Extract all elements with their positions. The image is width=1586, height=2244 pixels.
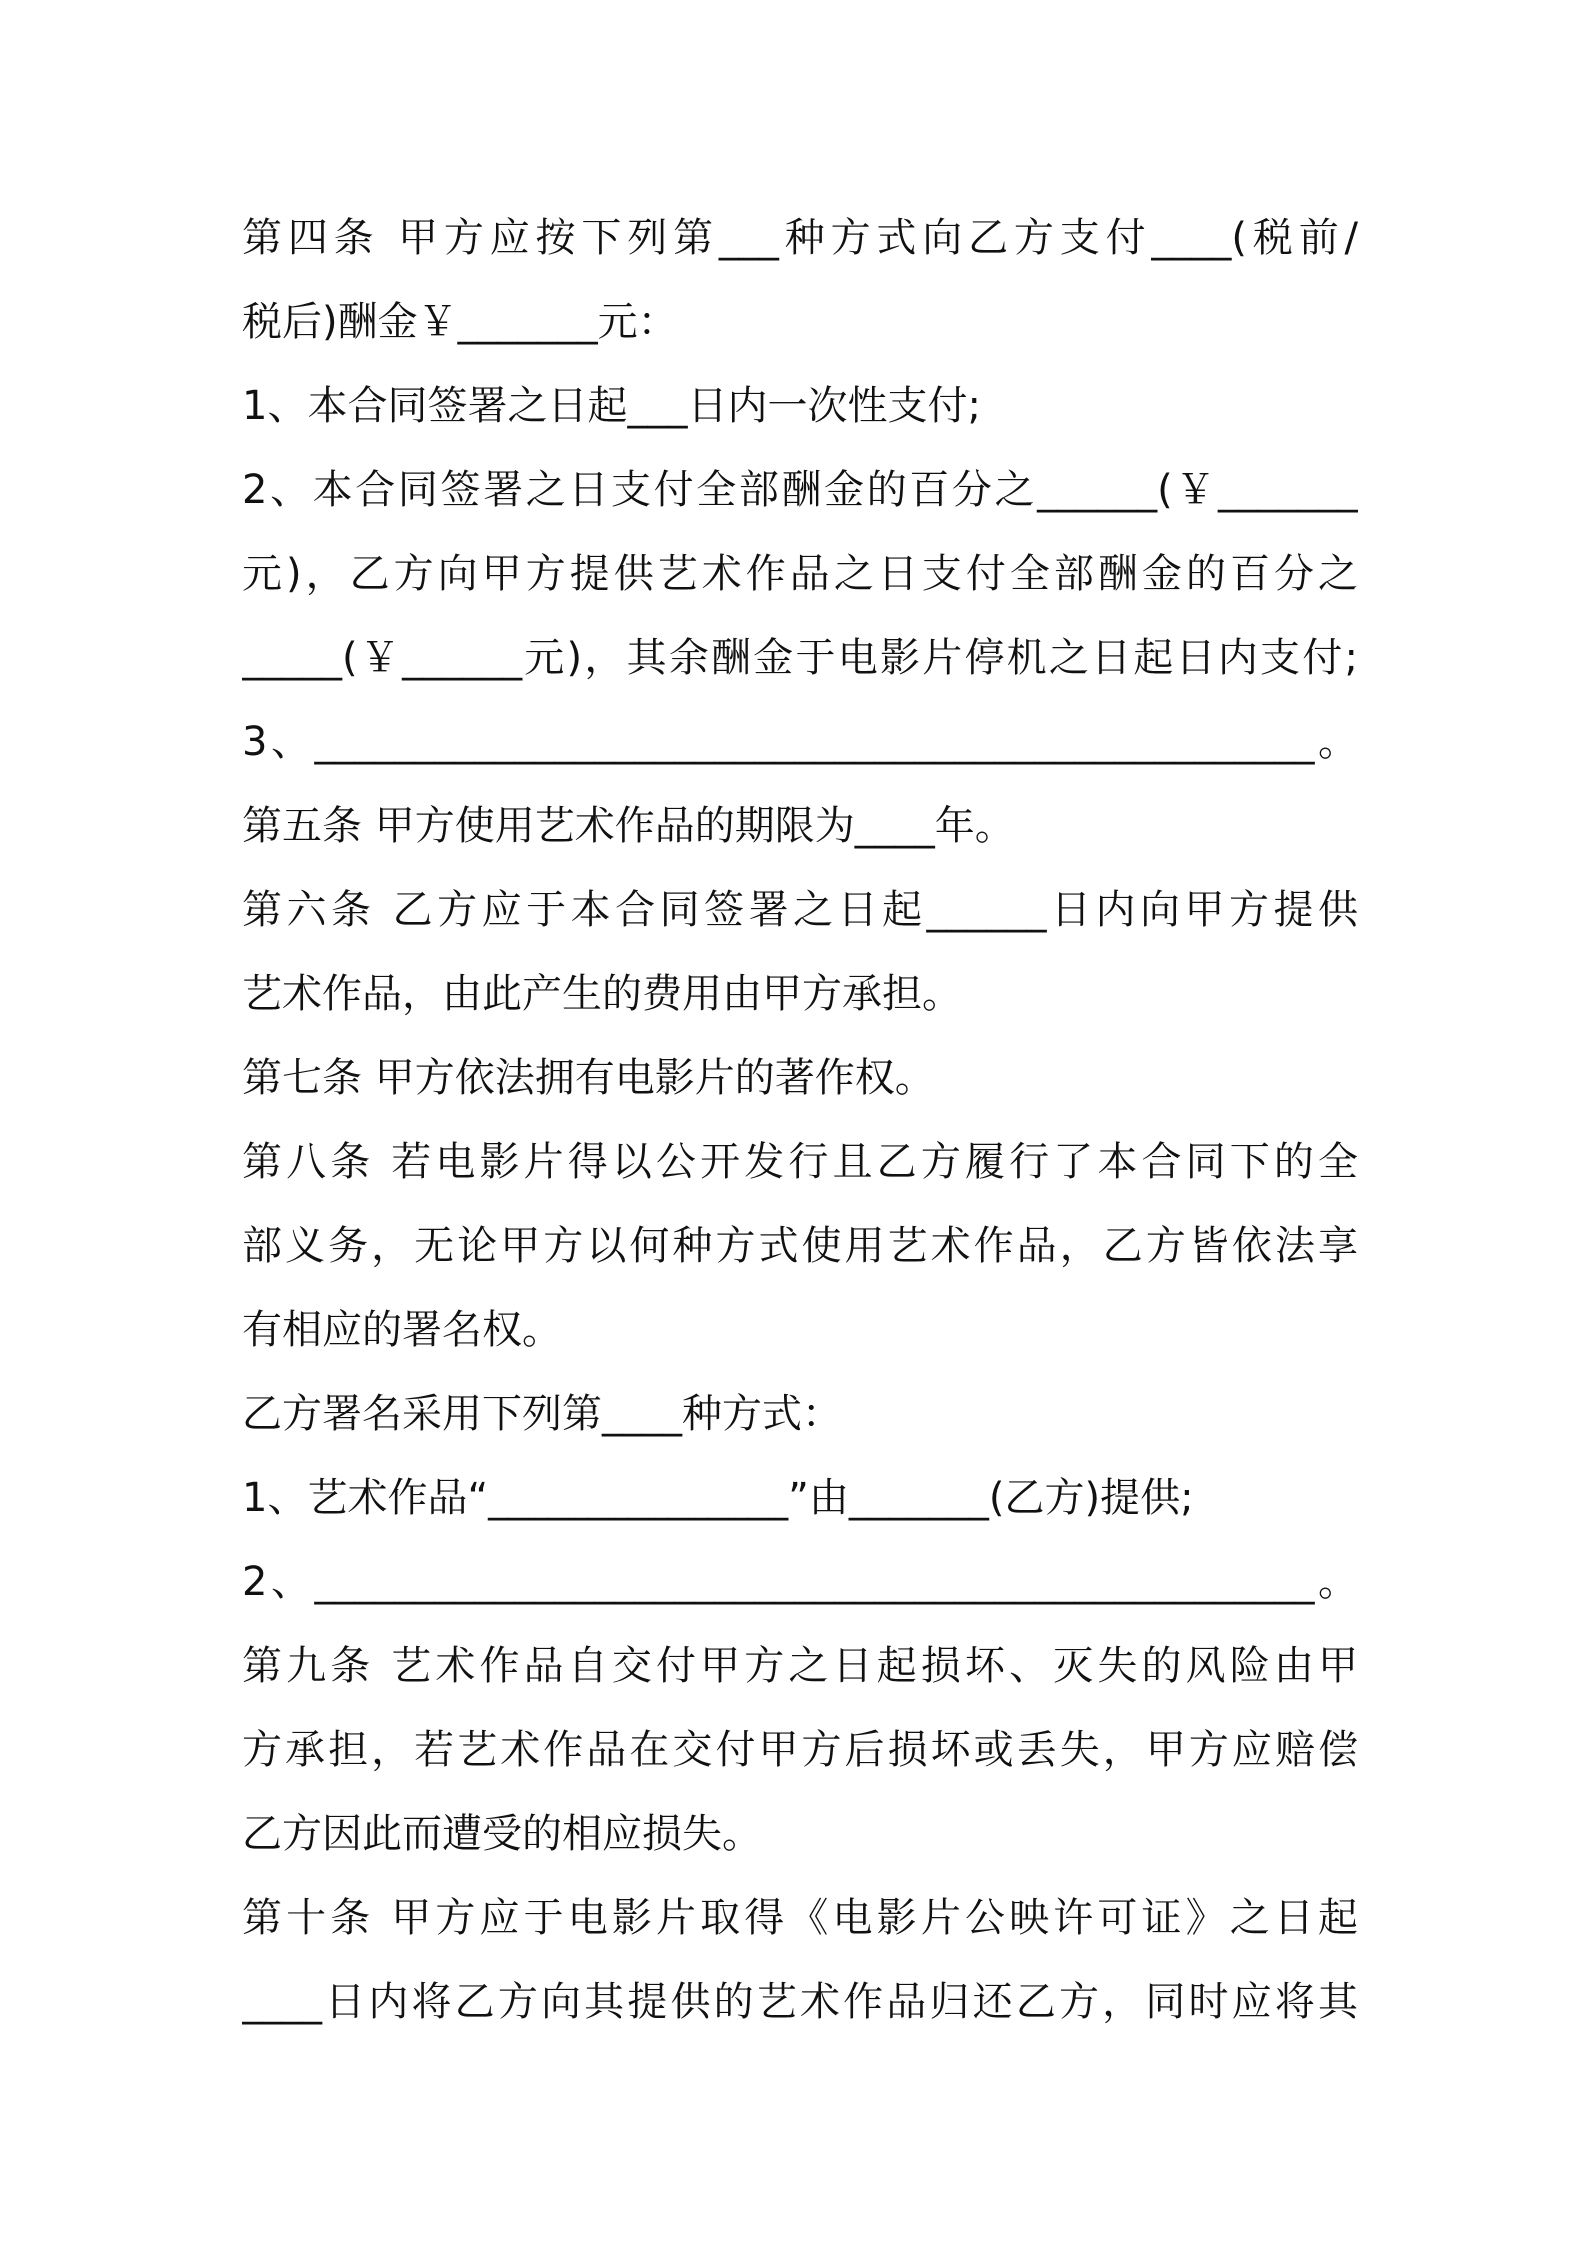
clause-6-line-2: 艺术作品，由此产生的费用由甲方承担。 [242, 971, 962, 1017]
clause-9-line-1: 第九条 艺术作品自交付甲方之日起损坏、灭失的风险由甲 [242, 1643, 1358, 1689]
clause-7: 第七条 甲方依法拥有电影片的著作权。 [242, 1055, 935, 1101]
clause-10-line-1: 第十条 甲方应于电影片取得《电影片公映许可证》之日起 [242, 1895, 1358, 1941]
clause-10-line-2: ____日内将乙方向其提供的艺术作品归还乙方，同时应将其 [242, 1979, 1358, 2025]
clause-4-option-2-line-3: _____(￥______元)，其余酬金于电影片停机之日起日内支付; [242, 635, 1358, 681]
clause-6-line-1: 第六条 乙方应于本合同签署之日起______日内向甲方提供 [242, 887, 1358, 933]
clause-9-line-2: 方承担，若艺术作品在交付甲方后损坏或丢失，甲方应赔偿 [242, 1727, 1358, 1773]
contract-body [242, 196, 1358, 2044]
clause-5: 第五条 甲方使用艺术作品的期限为____年。 [242, 803, 1015, 849]
clause-4-option-1: 1、本合同签署之日起___日内一次性支付; [242, 383, 981, 429]
clause-4-option-2-line-2: 元)，乙方向甲方提供艺术作品之日支付全部酬金的百分之 [242, 551, 1358, 597]
clause-4-line-2: 税后)酬金￥_______元： [242, 299, 678, 345]
clause-9-line-3: 乙方因此而遭受的相应损失。 [242, 1811, 762, 1857]
clause-4-line-1: 第四条 甲方应按下列第___种方式向乙方支付____(税前/ [242, 215, 1358, 261]
clause-8-line-3: 有相应的署名权。 [242, 1307, 562, 1353]
signature-option-2: 2、__________________________________________________。 [242, 1559, 1358, 1605]
signature-option-1: 1、艺术作品“_______________”由_______(乙方)提供; [242, 1475, 1194, 1521]
clause-8-line-1: 第八条 若电影片得以公开发行且乙方履行了本合同下的全 [242, 1139, 1358, 1185]
clause-8-line-2: 部义务，无论甲方以何种方式使用艺术作品，乙方皆依法享 [242, 1223, 1358, 1269]
clause-4-option-3: 3、__________________________________________________。 [242, 719, 1358, 765]
clause-4-option-2-line-1: 2、本合同签署之日支付全部酬金的百分之______(￥_______ [242, 467, 1358, 513]
signature-method-heading: 乙方署名采用下列第____种方式： [242, 1391, 842, 1437]
